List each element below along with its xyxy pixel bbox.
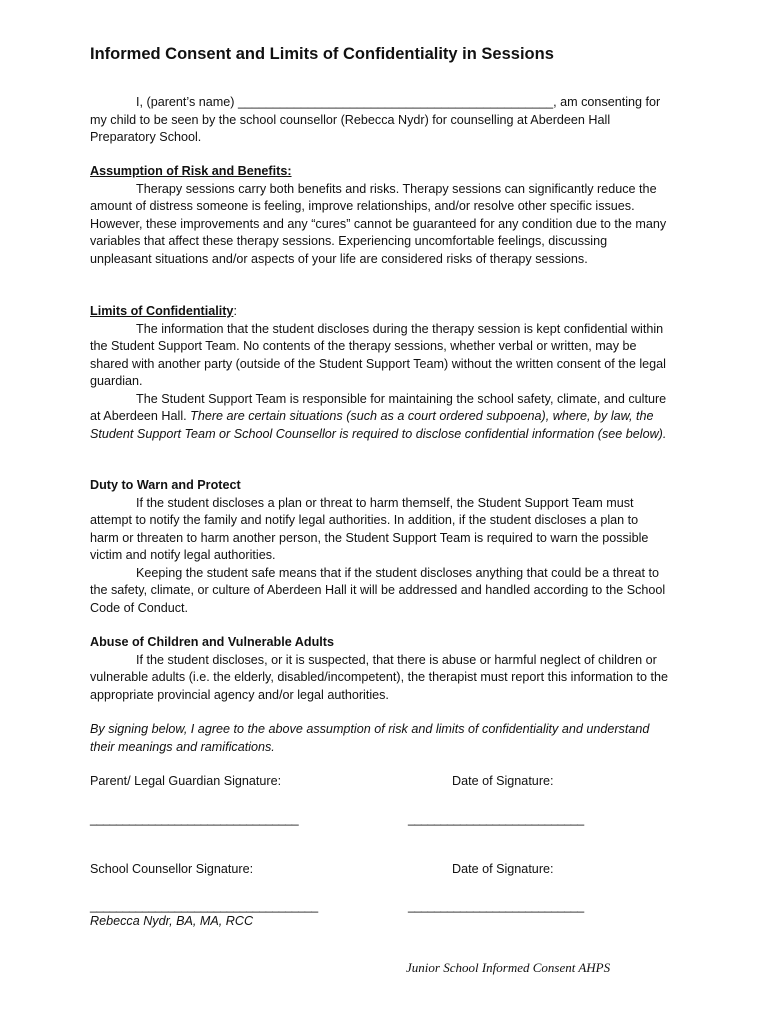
abuse-heading: Abuse of Children and Vulnerable Adults <box>90 635 334 649</box>
counsellor-date-line[interactable]: ___________________________ <box>408 899 584 913</box>
risk-section <box>90 163 670 268</box>
duty-section <box>90 477 670 617</box>
document-title: Informed Consent and Limits of Confidentiality in Sessions <box>90 45 554 63</box>
parent-date-line[interactable]: ___________________________ <box>408 812 584 826</box>
confidentiality-heading-row <box>90 303 670 321</box>
confidentiality-paragraph-2-text: The Student Support Team is responsible for maintaining the school safety, climate, and culture at Aberdeen Hall. <box>90 391 667 423</box>
duty-paragraph-2: Keeping the student safe means that if the student discloses anything that could be a threat to the safety, climate, or culture of Aberdeen Hall it will be addressed and handled according to the School Code of Conduct. <box>90 565 666 615</box>
confidentiality-heading: Limits of Confidentiality <box>90 304 234 318</box>
duty-paragraph-1: If the student discloses a plan or threat to harm themself, the Student Support Team must attempt to notify the family and notify legal authorities. In addition, if the student discloses a plan to harm or threaten to harm another person, the Student Support Team is required to warn the possible victim and notify legal authorities. <box>90 495 649 562</box>
risk-paragraph: Therapy sessions carry both benefits and risks. Therapy sessions can significantly reduce the amount of distress someone is feeling, improve relationships, and/or resolve other specific issues. However, these improvements and any “cures” cannot be guaranteed for any condition due to the many variables that affect these therapy sessions. Experiencing uncomfortable feelings, discussing unpleasant situations and/or aspects of your life are considered risks of therapy sessions. <box>90 181 667 266</box>
risk-heading: Assumption of Risk and Benefits: <box>90 164 292 178</box>
parent-date-label: Date of Signature: <box>452 774 554 788</box>
abuse-paragraph: If the student discloses, or it is suspected, that there is abuse or harmful neglect of children or vulnerable adults (i.e. the elderly, disabled/incompetent), the therapist must report this information to the appropriate provincial agency and/or legal authorities. <box>90 652 668 702</box>
counsellor-name: Rebecca Nydr, BA, MA, RCC <box>90 914 254 928</box>
confidentiality-paragraph-1: The information that the student discloses during the therapy session is kept confidential within the Student Support Team. No contents of the therapy sessions, whether verbal or written, may be shared with another party (outside of the Student Support Team) without the written consent of the legal guardian. <box>90 321 666 388</box>
agreement-statement: By signing below, I agree to the above assumption of risk and limits of confidentiality and understand their meanings and ramifications. <box>90 722 650 754</box>
confidentiality-section <box>90 303 670 443</box>
parent-signature-label: Parent/ Legal Guardian Signature: <box>90 774 282 788</box>
parent-signature-line[interactable]: ________________________________ <box>90 812 299 826</box>
counsellor-date-label: Date of Signature: <box>452 862 554 876</box>
confidentiality-paragraph-2-italic: There are certain situations (such as a court ordered subpoena), where, by law, the Student Support Team or School Counsellor is required to disclose confidential information (see below). <box>90 409 667 441</box>
counsellor-signature-line[interactable]: ___________________________________ <box>90 899 318 913</box>
abuse-section <box>90 634 670 704</box>
intro-section <box>90 94 670 147</box>
duty-heading: Duty to Warn and Protect <box>90 478 241 492</box>
page-footer: Junior School Informed Consent AHPS <box>406 960 611 975</box>
agreement-section <box>90 721 670 756</box>
confidentiality-heading-colon: : <box>233 304 237 318</box>
counsellor-signature-label: School Counsellor Signature: <box>90 862 254 876</box>
intro-paragraph: I, (parent’s name) _____________________________________________, am consenting for my child to be seen by the school counsellor (Rebecca Nydr) for counselling at Aberdeen Hall Preparatory School. <box>90 95 661 144</box>
confidentiality-paragraph-2 <box>90 391 670 444</box>
